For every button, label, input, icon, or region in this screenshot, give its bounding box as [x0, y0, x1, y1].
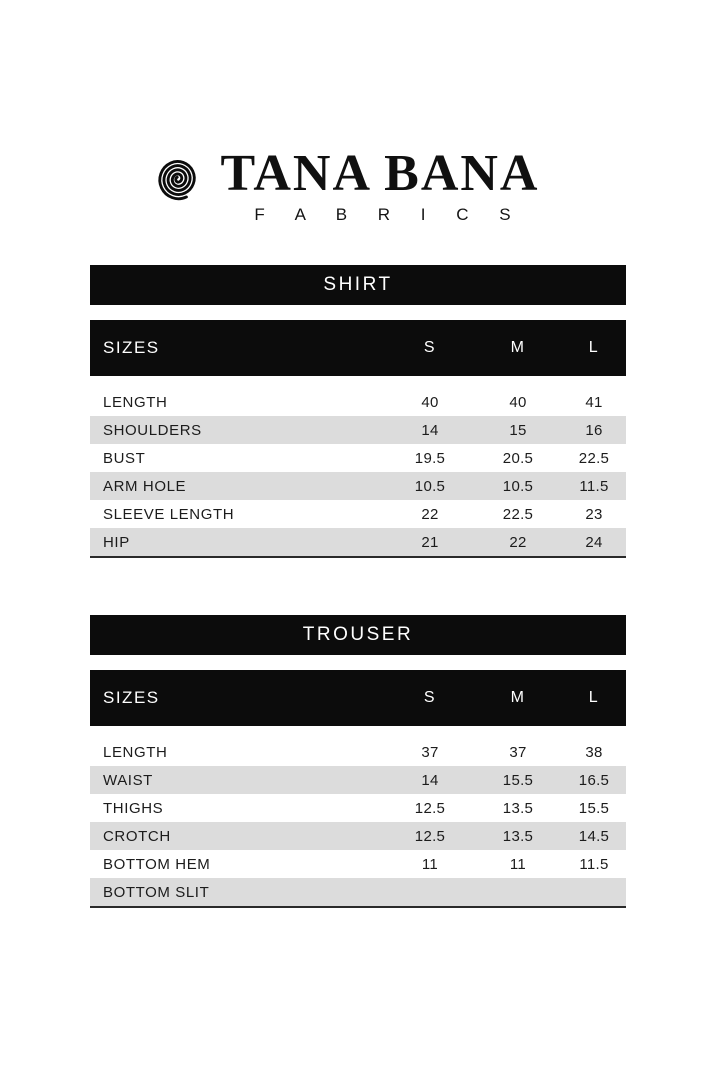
size-column-m: M — [510, 339, 526, 356]
row-value: 16.5 — [578, 771, 610, 789]
row-label: BOTTOM HEM — [103, 855, 211, 873]
sizes-label: SIZES — [103, 688, 160, 707]
row-value: 24 — [585, 533, 603, 551]
brand-text-block — [220, 145, 540, 225]
row-value: 40 — [509, 393, 527, 411]
table-row — [90, 850, 626, 878]
table-row — [90, 822, 626, 850]
shirt-size-table — [90, 265, 626, 558]
table-row — [90, 528, 626, 556]
row-value: 15 — [509, 421, 527, 439]
row-value: 16 — [585, 421, 603, 439]
table-row — [90, 878, 626, 906]
table-row — [90, 738, 626, 766]
row-label: CROTCH — [103, 827, 171, 845]
brand-logo — [153, 145, 540, 225]
row-value: 22 — [421, 505, 439, 523]
trouser-size-table — [90, 615, 626, 908]
row-label: LENGTH — [103, 393, 168, 411]
brand-subtitle: F A B R I C S — [254, 205, 524, 224]
row-value: 20.5 — [502, 449, 534, 467]
row-value: 37 — [421, 743, 439, 761]
row-label: SLEEVE LENGTH — [103, 505, 235, 523]
row-value: 41 — [585, 393, 603, 411]
row-value: 11.5 — [579, 855, 609, 873]
row-value: 22 — [509, 533, 527, 551]
row-value: 10.5 — [502, 477, 534, 495]
row-value: 14 — [421, 421, 439, 439]
row-label: ARM HOLE — [103, 477, 187, 495]
shirt-measurement-rows — [90, 388, 626, 558]
size-column-m: M — [510, 689, 526, 706]
row-value: 14 — [421, 771, 439, 789]
row-value: 15.5 — [502, 771, 534, 789]
row-value: 19.5 — [414, 449, 446, 467]
row-value: 12.5 — [414, 799, 446, 817]
row-value: 13.5 — [502, 799, 534, 817]
size-column-l: L — [588, 339, 600, 356]
row-label: THIGHS — [103, 799, 164, 817]
row-value: 13.5 — [502, 827, 534, 845]
table-row — [90, 794, 626, 822]
section-title: SHIRT — [323, 274, 393, 295]
row-label: LENGTH — [103, 743, 168, 761]
trouser-measurement-rows — [90, 738, 626, 908]
row-value: 23 — [585, 505, 603, 523]
row-value: 40 — [421, 393, 439, 411]
table-row — [90, 500, 626, 528]
size-column-s: S — [423, 339, 437, 356]
table-row — [90, 766, 626, 794]
spiral-icon — [153, 148, 205, 206]
row-label: WAIST — [103, 771, 153, 789]
row-value: 11 — [509, 855, 527, 873]
row-value: 38 — [585, 743, 603, 761]
row-value: 21 — [421, 533, 439, 551]
section-title: TROUSER — [302, 624, 414, 645]
row-value: 37 — [509, 743, 527, 761]
row-label: BOTTOM SLIT — [103, 883, 210, 901]
table-row — [90, 416, 626, 444]
size-column-l: L — [588, 689, 600, 706]
table-row — [90, 444, 626, 472]
row-value: 22.5 — [578, 449, 610, 467]
row-value: 22.5 — [502, 505, 534, 523]
row-value: 15.5 — [578, 799, 610, 817]
row-value: 14.5 — [578, 827, 610, 845]
row-label: SHOULDERS — [103, 421, 202, 439]
row-value: 12.5 — [414, 827, 446, 845]
row-value: 11.5 — [579, 477, 609, 495]
brand-name: TANA BANA — [220, 145, 540, 202]
row-label: BUST — [103, 449, 146, 467]
trouser-title-bar — [90, 615, 626, 655]
row-value: 10.5 — [414, 477, 446, 495]
trouser-sizes-header — [90, 670, 626, 726]
shirt-sizes-header — [90, 320, 626, 376]
row-label: HIP — [103, 533, 130, 551]
size-column-s: S — [423, 689, 437, 706]
shirt-title-bar — [90, 265, 626, 305]
sizes-label: SIZES — [103, 338, 160, 357]
table-row — [90, 472, 626, 500]
table-row — [90, 388, 626, 416]
row-value: 11 — [421, 855, 439, 873]
